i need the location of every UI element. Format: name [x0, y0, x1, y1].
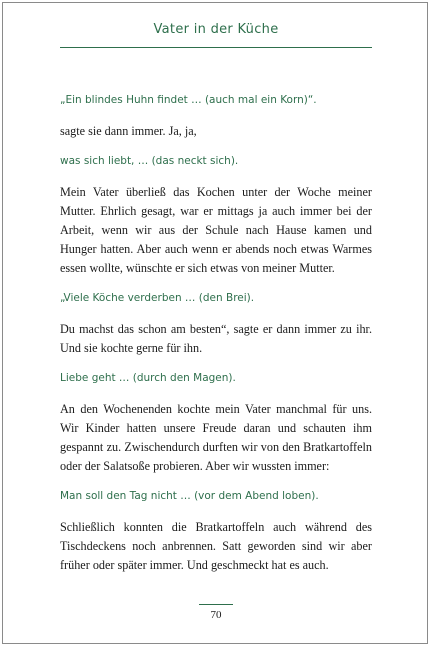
- paragraph: An den Wochenenden kochte mein Vater manchmal für uns. Wir Kinder hatten unsere Freude daran und schauten ihm gespannt zu. Zwischendurch durften wir von den Bratkartoffeln oder der Salatsoße probieren. Aber wir wussten immer:: [60, 402, 372, 473]
- page-content: [60, 92, 372, 587]
- proverb-line: „Viele Köche verderben … (den Brei).: [60, 292, 255, 304]
- proverb-line: „Ein blindes Huhn findet … (auch mal ein Korn)“.: [60, 94, 317, 106]
- paragraph: sagte sie dann immer. Ja, ja,: [60, 124, 197, 138]
- paragraph: Mein Vater überließ das Kochen unter der Woche meiner Mutter. Ehrlich gesagt, war er mittags ja auch immer bei der Arbeit, wenn wir aus der Schule nach Hause kamen und Hunger hatten. Aber auch wenn er abends noch etwas Warmes essen wollte, wünschte er sich etwas von meiner Mutter.: [60, 185, 372, 275]
- page-number-rule: [199, 604, 233, 605]
- proverb-line: Liebe geht … (durch den Magen).: [60, 372, 236, 384]
- proverb-line: Man soll den Tag nicht … (vor dem Abend loben).: [60, 490, 319, 502]
- paragraph: Schließlich konnten die Bratkartoffeln auch während des Tischdeckens noch anbrennen. Satt geworden sind wir aber früher oder später immer. Und geschmeckt hat es auch.: [60, 520, 372, 572]
- paragraph: Du machst das schon am besten“, sagte er dann immer zu ihr. Und sie kochte gerne für ihn.: [60, 322, 372, 355]
- page-number: 70: [210, 609, 222, 621]
- running-title: Vater in der Küche: [153, 22, 279, 37]
- title-rule: [60, 47, 372, 48]
- proverb-line: was sich liebt, … (das neckt sich).: [60, 155, 239, 167]
